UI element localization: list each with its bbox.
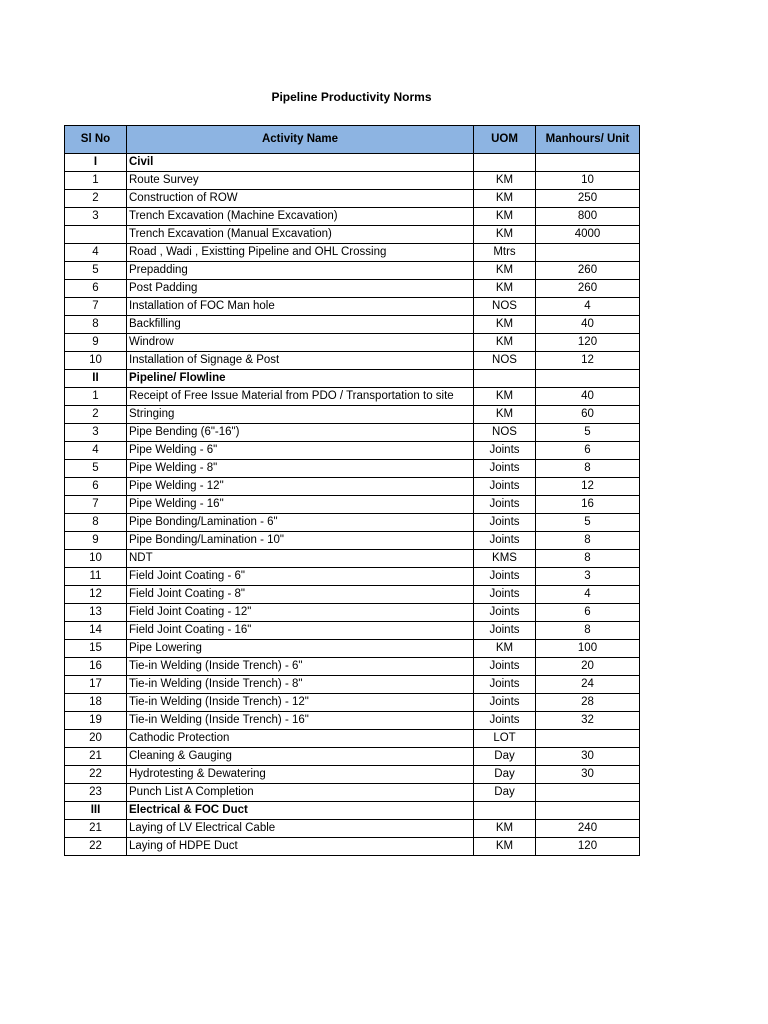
cell-uom: Joints (474, 586, 536, 604)
table-row (65, 172, 640, 190)
cell-uom: KM (474, 190, 536, 208)
table-row (65, 262, 640, 280)
cell-uom: Joints (474, 568, 536, 586)
table-row (65, 298, 640, 316)
cell-sl-no: 3 (65, 424, 127, 442)
cell-activity-name: Prepadding (127, 262, 474, 280)
cell-sl-no: 21 (65, 748, 127, 766)
cell-uom: Joints (474, 676, 536, 694)
cell-sl-no: 14 (65, 622, 127, 640)
cell-uom: KM (474, 316, 536, 334)
cell-uom: KM (474, 334, 536, 352)
page-title: Pipeline Productivity Norms (271, 90, 432, 104)
table-row (65, 280, 640, 298)
cell-manhours: 12 (536, 478, 640, 496)
cell-manhours: 4000 (536, 226, 640, 244)
table-row (65, 622, 640, 640)
cell-manhours (536, 802, 640, 820)
cell-manhours: 30 (536, 748, 640, 766)
table-row (65, 820, 640, 838)
header-activity-name: Activity Name (127, 126, 474, 154)
cell-sl-no: 16 (65, 658, 127, 676)
cell-sl-no: 7 (65, 496, 127, 514)
table-row (65, 550, 640, 568)
cell-manhours: 40 (536, 316, 640, 334)
cell-manhours: 8 (536, 622, 640, 640)
cell-activity-name: Trench Excavation (Machine Excavation) (127, 208, 474, 226)
cell-sl-no: 1 (65, 388, 127, 406)
cell-sl-no: 8 (65, 316, 127, 334)
table-row (65, 316, 640, 334)
cell-manhours: 8 (536, 550, 640, 568)
cell-activity-name: Cathodic Protection (127, 730, 474, 748)
cell-manhours: 240 (536, 820, 640, 838)
cell-manhours: 120 (536, 838, 640, 856)
cell-manhours (536, 370, 640, 388)
cell-activity-name: Hydrotesting & Dewatering (127, 766, 474, 784)
header-sl-no: Sl No (65, 126, 127, 154)
cell-activity-name: Tie-in Welding (Inside Trench) - 8" (127, 676, 474, 694)
cell-sl-no: 9 (65, 334, 127, 352)
table-row (65, 838, 640, 856)
cell-activity-name: Post Padding (127, 280, 474, 298)
table-row (65, 406, 640, 424)
cell-sl-no: 5 (65, 262, 127, 280)
cell-activity-name: Pipe Welding - 8" (127, 460, 474, 478)
table-row (65, 388, 640, 406)
cell-activity-name: Punch List A Completion (127, 784, 474, 802)
cell-sl-no: 2 (65, 190, 127, 208)
cell-uom: Joints (474, 514, 536, 532)
cell-uom: Joints (474, 658, 536, 676)
table-row (65, 478, 640, 496)
cell-sl-no: 5 (65, 460, 127, 478)
cell-uom: KM (474, 262, 536, 280)
cell-manhours: 40 (536, 388, 640, 406)
cell-uom: Joints (474, 604, 536, 622)
cell-manhours: 260 (536, 262, 640, 280)
table-row (65, 604, 640, 622)
cell-sl-no: 21 (65, 820, 127, 838)
table-row (65, 640, 640, 658)
table-row (65, 676, 640, 694)
cell-manhours (536, 784, 640, 802)
cell-uom: KM (474, 406, 536, 424)
cell-manhours: 8 (536, 460, 640, 478)
cell-manhours: 5 (536, 424, 640, 442)
cell-activity-name: Receipt of Free Issue Material from PDO / Transportation to site (127, 388, 474, 406)
productivity-table (64, 125, 640, 856)
cell-uom: KMS (474, 550, 536, 568)
cell-uom: Joints (474, 622, 536, 640)
table-row (65, 532, 640, 550)
cell-uom (474, 802, 536, 820)
cell-activity-name: Electrical & FOC Duct (127, 802, 474, 820)
cell-manhours: 5 (536, 514, 640, 532)
table-row (65, 334, 640, 352)
cell-manhours: 24 (536, 676, 640, 694)
cell-activity-name: Stringing (127, 406, 474, 424)
cell-manhours: 800 (536, 208, 640, 226)
table-row (65, 712, 640, 730)
cell-manhours: 260 (536, 280, 640, 298)
cell-activity-name: Pipe Bending (6"-16") (127, 424, 474, 442)
cell-activity-name: Tie-in Welding (Inside Trench) - 16" (127, 712, 474, 730)
cell-uom (474, 370, 536, 388)
cell-uom: KM (474, 226, 536, 244)
cell-manhours: 10 (536, 172, 640, 190)
table-row (65, 586, 640, 604)
cell-sl-no: 20 (65, 730, 127, 748)
cell-sl-no: 23 (65, 784, 127, 802)
cell-activity-name: Installation of FOC Man hole (127, 298, 474, 316)
cell-manhours: 30 (536, 766, 640, 784)
table-row (65, 748, 640, 766)
section-row (65, 154, 640, 172)
table-row (65, 694, 640, 712)
table-row (65, 190, 640, 208)
cell-manhours: 120 (536, 334, 640, 352)
cell-sl-no: III (65, 802, 127, 820)
cell-activity-name: Pipe Welding - 12" (127, 478, 474, 496)
cell-activity-name: Pipe Bonding/Lamination - 10" (127, 532, 474, 550)
cell-manhours (536, 730, 640, 748)
cell-sl-no (65, 226, 127, 244)
cell-sl-no: 6 (65, 478, 127, 496)
cell-uom: Joints (474, 496, 536, 514)
cell-sl-no: I (65, 154, 127, 172)
cell-manhours (536, 154, 640, 172)
cell-uom: KM (474, 208, 536, 226)
cell-manhours: 6 (536, 604, 640, 622)
cell-uom: KM (474, 280, 536, 298)
cell-activity-name: Trench Excavation (Manual Excavation) (127, 226, 474, 244)
cell-activity-name: Laying of HDPE Duct (127, 838, 474, 856)
cell-activity-name: Windrow (127, 334, 474, 352)
cell-manhours: 4 (536, 298, 640, 316)
table-row (65, 496, 640, 514)
cell-activity-name: Tie-in Welding (Inside Trench) - 12" (127, 694, 474, 712)
table-body (65, 154, 640, 856)
cell-sl-no: 10 (65, 352, 127, 370)
cell-sl-no: II (65, 370, 127, 388)
cell-sl-no: 17 (65, 676, 127, 694)
cell-activity-name: Field Joint Coating - 12" (127, 604, 474, 622)
cell-uom: Joints (474, 694, 536, 712)
cell-sl-no: 2 (65, 406, 127, 424)
cell-activity-name: Field Joint Coating - 8" (127, 586, 474, 604)
cell-activity-name: Pipe Welding - 16" (127, 496, 474, 514)
cell-activity-name: Pipe Welding - 6" (127, 442, 474, 460)
cell-activity-name: Civil (127, 154, 474, 172)
cell-uom: KM (474, 838, 536, 856)
cell-uom: KM (474, 820, 536, 838)
cell-manhours: 6 (536, 442, 640, 460)
cell-manhours: 12 (536, 352, 640, 370)
cell-sl-no: 12 (65, 586, 127, 604)
cell-uom: Joints (474, 478, 536, 496)
cell-manhours: 28 (536, 694, 640, 712)
cell-activity-name: Route Survey (127, 172, 474, 190)
table-row (65, 424, 640, 442)
cell-manhours: 8 (536, 532, 640, 550)
table-row (65, 568, 640, 586)
cell-activity-name: Pipeline/ Flowline (127, 370, 474, 388)
cell-activity-name: Tie-in Welding (Inside Trench) - 6" (127, 658, 474, 676)
cell-sl-no: 22 (65, 766, 127, 784)
table-row (65, 784, 640, 802)
cell-uom: KM (474, 388, 536, 406)
cell-sl-no: 4 (65, 442, 127, 460)
table-row (65, 442, 640, 460)
cell-sl-no: 10 (65, 550, 127, 568)
cell-activity-name: Pipe Bonding/Lamination - 6" (127, 514, 474, 532)
cell-uom: NOS (474, 352, 536, 370)
cell-uom: KM (474, 172, 536, 190)
cell-uom: Joints (474, 460, 536, 478)
cell-uom: Day (474, 766, 536, 784)
cell-sl-no: 9 (65, 532, 127, 550)
table-row (65, 226, 640, 244)
section-row (65, 802, 640, 820)
cell-uom (474, 154, 536, 172)
table-row (65, 208, 640, 226)
cell-uom: Day (474, 784, 536, 802)
cell-sl-no: 4 (65, 244, 127, 262)
cell-manhours: 250 (536, 190, 640, 208)
cell-activity-name: Field Joint Coating - 16" (127, 622, 474, 640)
cell-uom: Day (474, 748, 536, 766)
header-uom: UOM (474, 126, 536, 154)
cell-uom: NOS (474, 424, 536, 442)
table-row (65, 352, 640, 370)
cell-activity-name: Road , Wadi , Existting Pipeline and OHL Crossing (127, 244, 474, 262)
cell-sl-no: 3 (65, 208, 127, 226)
cell-sl-no: 1 (65, 172, 127, 190)
cell-activity-name: Cleaning & Gauging (127, 748, 474, 766)
cell-activity-name: NDT (127, 550, 474, 568)
cell-activity-name: Field Joint Coating - 6" (127, 568, 474, 586)
cell-sl-no: 18 (65, 694, 127, 712)
cell-manhours: 32 (536, 712, 640, 730)
cell-uom: NOS (474, 298, 536, 316)
cell-activity-name: Pipe Lowering (127, 640, 474, 658)
table-row (65, 244, 640, 262)
cell-manhours: 100 (536, 640, 640, 658)
cell-uom: KM (474, 640, 536, 658)
table-row (65, 658, 640, 676)
table-row (65, 766, 640, 784)
section-row (65, 370, 640, 388)
cell-sl-no: 8 (65, 514, 127, 532)
cell-uom: LOT (474, 730, 536, 748)
cell-uom: Joints (474, 442, 536, 460)
cell-sl-no: 6 (65, 280, 127, 298)
cell-activity-name: Installation of Signage & Post (127, 352, 474, 370)
table-row (65, 730, 640, 748)
cell-uom: Mtrs (474, 244, 536, 262)
cell-sl-no: 7 (65, 298, 127, 316)
cell-sl-no: 11 (65, 568, 127, 586)
header-manhours: Manhours/ Unit (536, 126, 640, 154)
cell-uom: Joints (474, 712, 536, 730)
cell-activity-name: Laying of LV Electrical Cable (127, 820, 474, 838)
cell-manhours (536, 244, 640, 262)
table-header-row (65, 126, 640, 154)
cell-sl-no: 15 (65, 640, 127, 658)
cell-manhours: 4 (536, 586, 640, 604)
cell-manhours: 3 (536, 568, 640, 586)
cell-sl-no: 19 (65, 712, 127, 730)
cell-manhours: 16 (536, 496, 640, 514)
table-row (65, 460, 640, 478)
cell-uom: Joints (474, 532, 536, 550)
cell-sl-no: 13 (65, 604, 127, 622)
cell-manhours: 20 (536, 658, 640, 676)
cell-sl-no: 22 (65, 838, 127, 856)
table-row (65, 514, 640, 532)
cell-activity-name: Backfilling (127, 316, 474, 334)
cell-activity-name: Construction of ROW (127, 190, 474, 208)
cell-manhours: 60 (536, 406, 640, 424)
